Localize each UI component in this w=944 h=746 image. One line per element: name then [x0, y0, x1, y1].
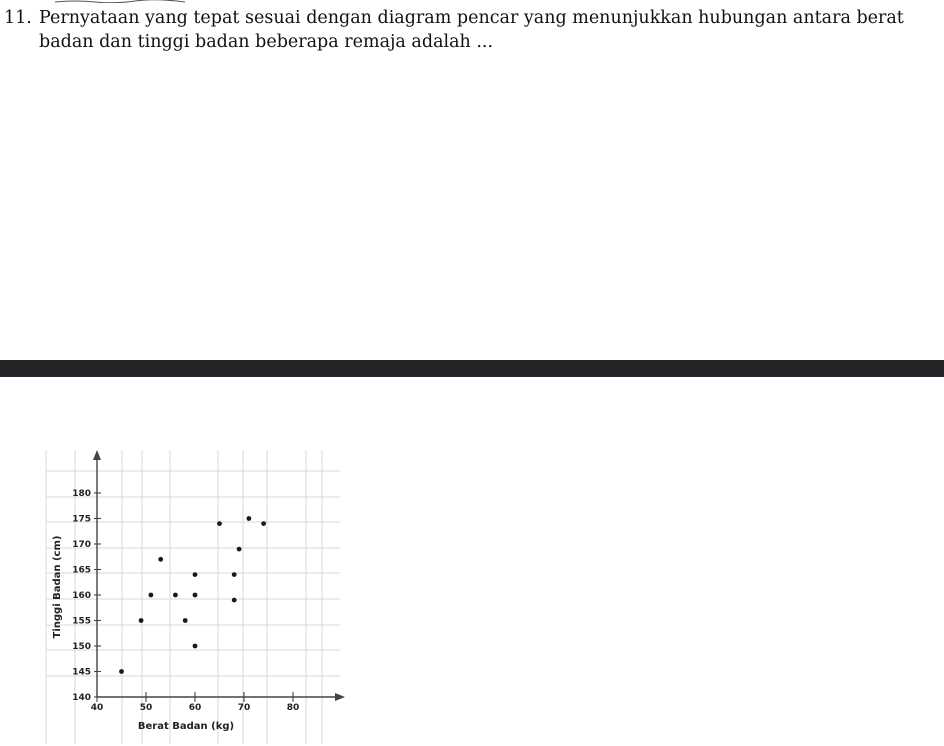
y-tick-label-140: 140	[72, 693, 91, 703]
x-axis-title: Berat Badan (kg)	[137, 721, 235, 732]
data-point-7	[193, 593, 198, 598]
data-point-2	[149, 593, 154, 598]
data-point-6	[193, 644, 198, 649]
y-axis-title: Tinggi Badan (cm)	[52, 535, 63, 639]
y-tick-label-145: 145	[72, 667, 91, 678]
divider-bar	[0, 360, 944, 377]
x-tick-label-70: 70	[237, 703, 251, 713]
x-tick-label-60: 60	[188, 703, 202, 713]
data-point-11	[232, 572, 237, 577]
data-point-5	[183, 618, 188, 623]
data-point-3	[158, 557, 163, 562]
data-point-1	[139, 618, 144, 623]
x-tick-label-50: 50	[139, 703, 153, 713]
axes	[93, 450, 345, 701]
question-text-line-1: Pernyataan yang tepat sesuai dengan diagram pencar yang menunjukkan hubungan antara berat	[39, 8, 904, 28]
data-point-12	[237, 547, 242, 552]
y-axis-arrow	[93, 450, 101, 460]
x-tick-label-40: 40	[90, 703, 104, 713]
data-point-14	[261, 521, 266, 526]
y-tick-label-155: 155	[72, 616, 91, 627]
y-tick-label-165: 165	[72, 565, 91, 576]
y-tick-label-175: 175	[72, 514, 91, 525]
x-tick-label-80: 80	[286, 703, 300, 713]
data-point-4	[173, 593, 178, 598]
y-tick-label-160: 160	[72, 591, 91, 601]
data-point-10	[232, 598, 237, 603]
scatter-plot-svg	[40, 440, 350, 746]
cropped-text-fragment	[55, 0, 185, 3]
data-point-13	[247, 516, 252, 521]
question-number: 11.	[4, 8, 32, 28]
data-point-0	[119, 669, 124, 674]
y-tick-label-170: 170	[72, 540, 91, 550]
x-axis-arrow	[335, 693, 345, 701]
scatter-chart	[40, 440, 350, 746]
data-point-9	[217, 521, 222, 526]
y-tick-label-180: 180	[72, 489, 91, 499]
question-text-line-2: badan dan tinggi badan beberapa remaja adalah ...	[39, 32, 494, 52]
y-tick-label-150: 150	[72, 642, 91, 652]
data-point-8	[193, 572, 198, 577]
